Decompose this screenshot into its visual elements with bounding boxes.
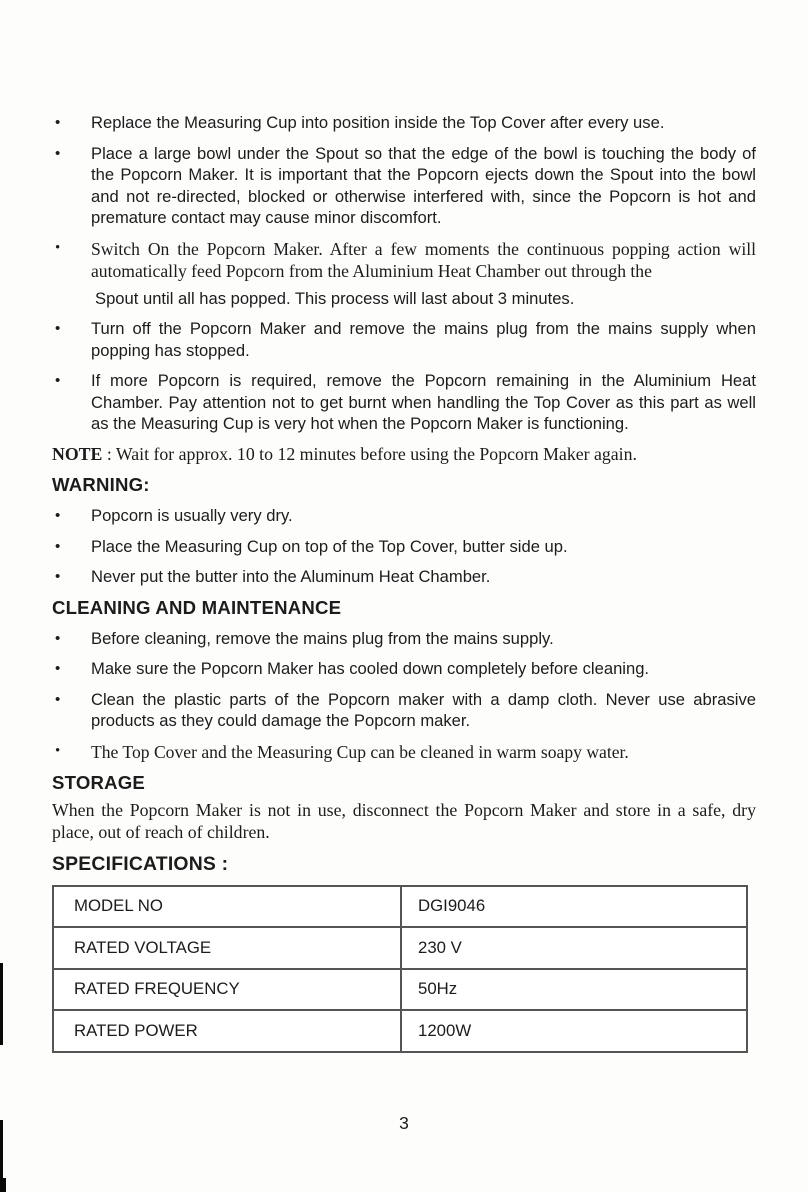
list-item xyxy=(52,628,756,650)
bullet-text: If more Popcorn is required, remove the Popcorn remaining in the Aluminium Heat Chamber. Pay attention not to get burnt when handling the Top Cover as this part as well as the Measuring Cup is very hot when the Popcorn Maker is functioning. xyxy=(91,371,756,433)
bullet-text-serif-part: Switch On the Popcorn Maker. After a few moments the continuous popping action will automatically feed Popcorn from the Aluminium Heat Chamber out through the xyxy=(91,238,756,281)
list-item xyxy=(52,112,756,134)
list-item xyxy=(52,689,756,732)
bullet-text: Clean the plastic parts of the Popcorn maker with a damp cloth. Never use abrasive products as they could damage the Popcorn maker. xyxy=(91,689,756,730)
bullet-text-sans-part: Spout until all has popped. This process will last about 3 minutes. xyxy=(95,288,575,308)
list-item xyxy=(52,318,756,361)
bullet-text: Popcorn is usually very dry. xyxy=(91,506,293,525)
bullet-text: Before cleaning, remove the mains plug from the mains supply. xyxy=(91,628,554,648)
table-row xyxy=(53,1010,747,1052)
bullet-text: Place a large bowl under the Spout so that the edge of the bowl is touching the body of the Popcorn Maker. It is important that the Popcorn ejects down the Spout into the bowl and not re-directed, blocked or otherwise interfered with, since the Popcorn is hot and premature contact may cause minor discomfort. xyxy=(91,143,756,227)
bullet-icon: • xyxy=(55,568,61,585)
warning-heading: WARNING: xyxy=(52,474,150,495)
bullet-text: Never put the butter into the Aluminum Heat Chamber. xyxy=(91,567,491,586)
bullet-icon: • xyxy=(55,742,61,759)
bullet-icon: • xyxy=(55,114,61,131)
bullet-icon: • xyxy=(55,629,61,647)
spec-value: 230 V xyxy=(401,927,747,969)
page-number: 3 xyxy=(399,1113,409,1133)
specifications-heading: SPECIFICATIONS : xyxy=(52,852,229,875)
bullet-icon: • xyxy=(55,660,61,677)
spec-value: DGI9046 xyxy=(401,886,747,928)
list-item xyxy=(52,370,756,435)
spec-value: 1200W xyxy=(401,1010,747,1052)
list-item xyxy=(52,238,756,310)
spec-label: MODEL NO xyxy=(53,886,401,928)
bullet-icon: • xyxy=(55,372,61,389)
bullet-icon: • xyxy=(55,320,61,337)
storage-paragraph: When the Popcorn Maker is not in use, disconnect the Popcorn Maker and store in a safe, dry place, out of reach of children. xyxy=(52,800,756,842)
list-item xyxy=(52,658,756,680)
spec-label: RATED FREQUENCY xyxy=(53,969,401,1011)
note-text: : Wait for approx. 10 to 12 minutes before using the Popcorn Maker again. xyxy=(102,443,637,464)
spec-value: 50Hz xyxy=(401,969,747,1011)
list-item xyxy=(52,566,756,588)
bullet-text xyxy=(91,238,756,310)
page-content xyxy=(52,112,756,1053)
table-row xyxy=(53,886,747,928)
list-item xyxy=(52,741,756,764)
list-item xyxy=(52,505,756,527)
table-row xyxy=(53,927,747,969)
bullet-icon: • xyxy=(55,507,61,524)
bullet-icon: • xyxy=(55,690,61,708)
specifications-table xyxy=(52,885,748,1053)
note-line xyxy=(52,443,756,466)
scan-edge-mark xyxy=(0,963,3,1045)
bullet-icon: • xyxy=(55,239,61,256)
bullet-text: The Top Cover and the Measuring Cup can be cleaned in warm soapy water. xyxy=(91,741,629,762)
list-item xyxy=(52,536,756,558)
storage-heading: STORAGE xyxy=(52,772,146,793)
spec-label: RATED POWER xyxy=(53,1010,401,1052)
scan-edge-mark xyxy=(0,1178,6,1192)
scan-edge-mark xyxy=(0,1120,3,1180)
table-row xyxy=(53,969,747,1011)
list-item xyxy=(52,143,756,229)
bullet-text: Place the Measuring Cup on top of the Top Cover, butter side up. xyxy=(91,536,568,556)
bullet-icon: • xyxy=(55,144,61,162)
note-label: NOTE xyxy=(52,443,103,464)
bullet-text: Make sure the Popcorn Maker has cooled down completely before cleaning. xyxy=(91,659,650,678)
bullet-icon: • xyxy=(55,537,61,555)
bullet-text: Replace the Measuring Cup into position inside the Top Cover after every use. xyxy=(91,113,665,132)
bullet-text: Turn off the Popcorn Maker and remove the mains plug from the mains supply when popping has stopped. xyxy=(91,319,756,360)
spec-label: RATED VOLTAGE xyxy=(53,927,401,969)
cleaning-heading: CLEANING AND MAINTENANCE xyxy=(52,596,342,618)
